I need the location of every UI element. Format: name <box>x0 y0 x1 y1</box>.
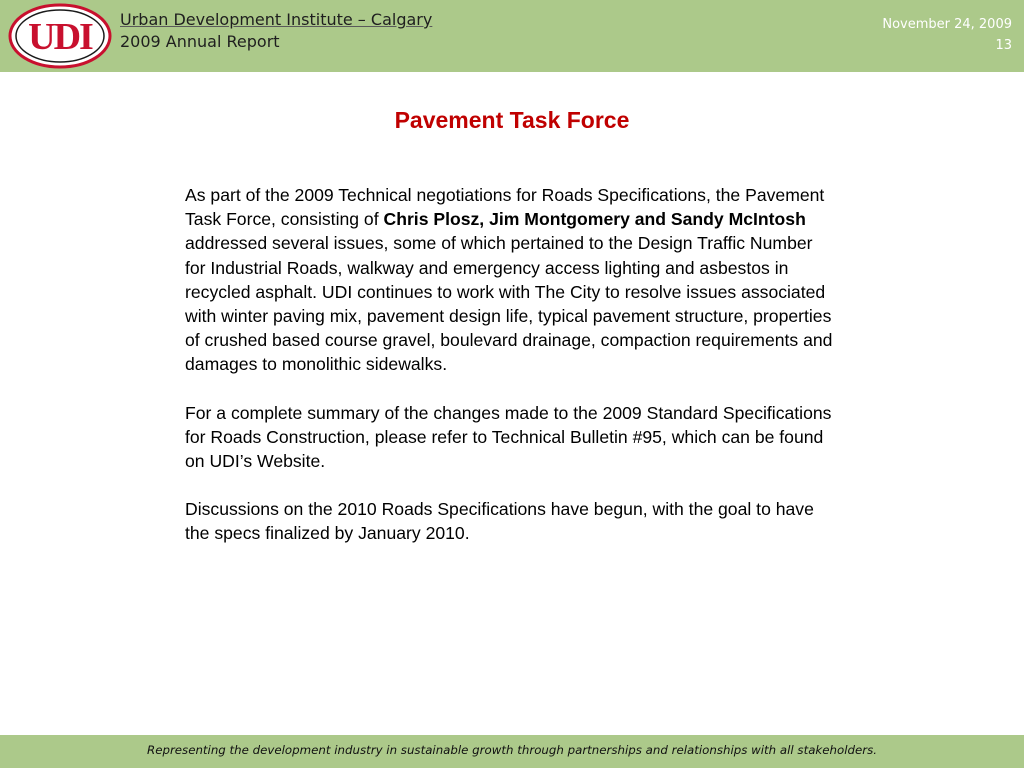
udi-logo <box>8 3 112 69</box>
paragraph-1-rest: addressed several issues, some of which pertained to the Design Traffic Number for Industrial Roads, walkway and emergency access lighting and asbestos in recycled asphalt. UDI continues to work with The City to resolve issues associated with winter paving mix, pavement design life, typical pavement structure, properties of crushed based course gravel, boulevard drainage, compaction requirements and damages to monolithic sidewalks. <box>185 233 833 375</box>
footer-tagline: Representing the development industry in sustainable growth through partnerships and relationships with all stakeholders. <box>147 743 877 757</box>
slide-body <box>185 183 835 546</box>
paragraph-3: Discussions on the 2010 Roads Specifications have begun, with the goal to have the specs finalized by January 2010. <box>185 499 814 544</box>
slide-title: Pavement Task Force <box>394 107 630 133</box>
report-name: 2009 Annual Report <box>120 32 280 51</box>
header-band <box>0 0 1024 72</box>
slide-date: November 24, 2009 <box>882 17 1012 32</box>
org-block <box>120 9 432 53</box>
task-force-members: Chris Plosz, Jim Montgomery and Sandy McIntosh <box>383 209 806 230</box>
slide-number: 13 <box>995 38 1012 53</box>
paragraph-1 <box>185 183 835 377</box>
svg-text:UDI: UDI <box>28 16 92 58</box>
slide-meta <box>882 14 1012 56</box>
org-name: Urban Development Institute – Calgary <box>120 10 433 29</box>
paragraph-1-lead: As part of the 2009 Technical negotiations for Roads Specifications, the Pavement Task Force, consisting of <box>185 185 825 230</box>
footer-band <box>0 735 1024 768</box>
paragraph-2: For a complete summary of the changes made to the 2009 Standard Specifications for Roads Construction, please refer to Technical Bulletin #95, which can be found on UDI’s Website. <box>185 402 832 472</box>
